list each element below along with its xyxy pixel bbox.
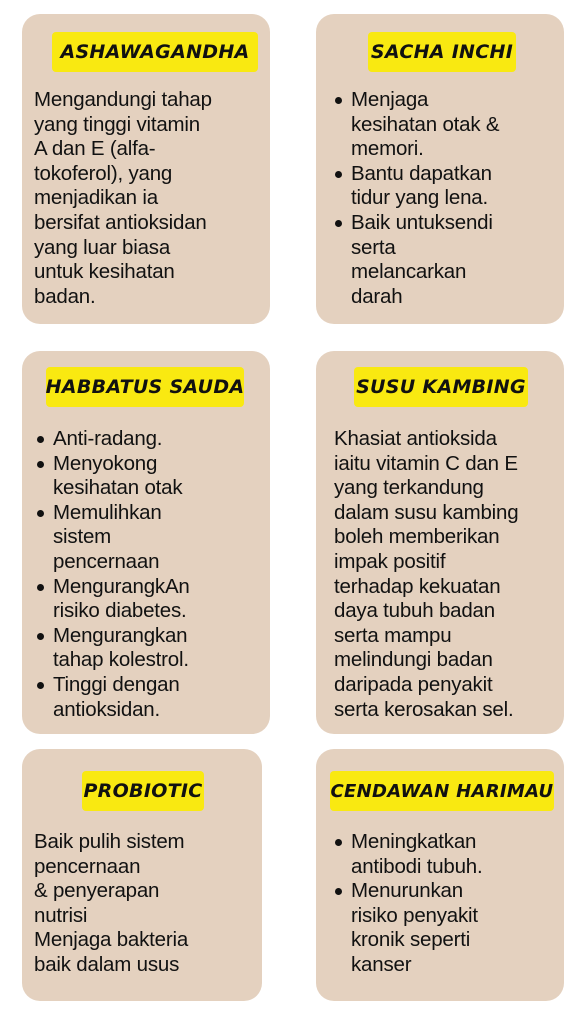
card-title-badge: CENDAWAN HARIMAU [330, 771, 554, 811]
benefit-item: Meningkatkan antibodi tubuh. [334, 830, 562, 879]
benefit-item: Baik untuksendi serta melancarkan darah [334, 211, 562, 309]
card-description: Mengandungi tahap yang tinggi vitamin A dan E (alfa- tokoferol), yang menjadikan ia bersifat antioksidan yang luar biasa untuk kesihatan badan. [34, 88, 212, 308]
card-habbatus-sauda [22, 351, 270, 734]
benefit-list [334, 88, 562, 309]
card-susu-kambing [316, 351, 564, 734]
benefit-item: Bantu dapatkan tidur yang lena. [334, 162, 562, 211]
benefit-item: Menyokong kesihatan otak [36, 452, 268, 501]
card-probiotic [22, 749, 262, 1001]
card-title-badge: ASHAWAGANDHA [52, 32, 258, 72]
benefit-item: MengurangkAn risiko diabetes. [36, 575, 268, 624]
benefit-list [36, 427, 268, 722]
card-title-badge: SACHA INCHI [368, 32, 516, 72]
card-title-badge: HABBATUS SAUDA [46, 367, 244, 407]
benefit-item: Anti-radang. [36, 427, 268, 452]
card-description: Baik pulih sistem pencernaan & penyerapan nutrisi Menjaga bakteria baik dalam usus [34, 830, 189, 976]
benefit-item: Memulihkan sistem pencernaan [36, 501, 268, 575]
benefit-item: Mengurangkan tahap kolestrol. [36, 624, 268, 673]
card-title-badge: PROBIOTIC [82, 771, 204, 811]
benefit-item: Menjaga kesihatan otak & memori. [334, 88, 562, 162]
card-cendawan-harimau [316, 749, 564, 1001]
card-ashawagandha [22, 14, 270, 324]
benefit-list [334, 830, 562, 978]
card-title-badge: SUSU KAMBING [354, 367, 528, 407]
benefit-item: Menurunkan risiko penyakit kronik seperti kanser [334, 879, 562, 977]
benefit-item: Tinggi dengan antioksidan. [36, 673, 268, 722]
card-sacha-inchi [316, 14, 564, 324]
card-description: Khasiat antioksida iaitu vitamin C dan E yang terkandung dalam susu kambing boleh memberikan impak positif terhadap kekuatan daya tubuh badan serta mampu melindungi badan daripada penyakit serta kerosakan sel. [334, 427, 519, 721]
